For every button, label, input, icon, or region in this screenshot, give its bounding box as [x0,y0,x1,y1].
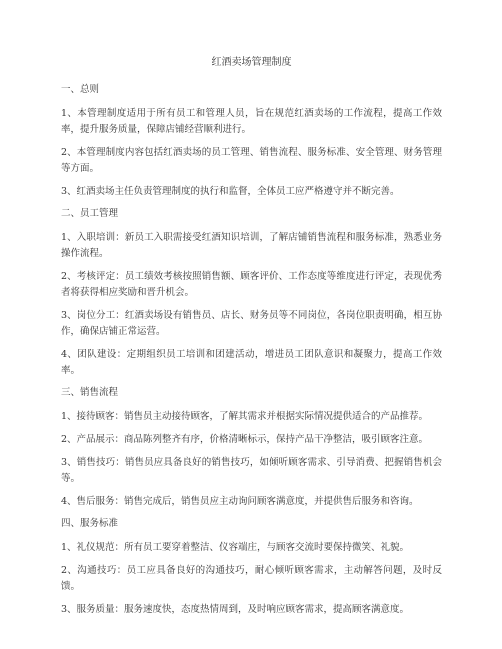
document-body [61,83,442,618]
section-paragraph: 1、本管理制度适用于所有员工和管理人员，旨在规范红酒卖场的工作流程，提高工作效率，提升服务质量，保障店铺经营顺利进行。 [61,108,442,135]
section-paragraph: 1、接待顾客：销售员主动接待顾客，了解其需求并根据实际情况提供适合的产品推荐。 [61,411,429,422]
section-paragraph: 2、本管理制度内容包括红酒卖场的员工管理、销售流程、服务标准、安全管理、财务管理等方面。 [61,147,442,174]
section-heading: 一、总则 [61,84,100,95]
document-section [61,517,442,618]
document-section [61,83,442,200]
section-paragraph: 3、红酒卖场主任负责管理制度的执行和监督，全体员工应严格遵守并不断完善。 [61,186,400,197]
document-section [61,386,442,510]
section-heading: 二、员工管理 [61,208,119,219]
section-paragraph: 1、入职培训：新员工入职需接受红酒知识培训，了解店铺销售流程和服务标准，熟悉业务操作流程。 [61,232,442,259]
section-paragraph: 2、产品展示：商品陈列整齐有序，价格清晰标示，保持产品干净整洁，吸引顾客注意。 [61,434,429,445]
section-paragraph: 2、沟通技巧：员工应具备良好的沟通技巧，耐心倾听顾客需求，主动解答问题，及时反馈。 [61,565,442,592]
section-paragraph: 1、礼仪规范：所有员工要穿着整洁、仪容端庄，与顾客交流时要保持微笑、礼貌。 [61,542,410,553]
section-paragraph: 3、岗位分工：红酒卖场设有销售员、店长、财务员等不同岗位，各岗位职责明确，相互协作，确保店铺正常运营。 [61,310,442,337]
section-heading: 三、销售流程 [61,387,119,398]
section-paragraph: 3、销售技巧：销售员应具备良好的销售技巧，如倾听顾客需求、引导消费、把握销售机会等。 [61,457,442,484]
section-paragraph: 2、考核评定：员工绩效考核按照销售额、顾客评价、工作态度等维度进行评定，表现优秀者将获得相应奖励和晋升机会。 [61,271,442,298]
section-paragraph: 4、团队建设：定期组织员工培训和团建活动，增进员工团队意识和凝聚力，提高工作效率。 [61,349,442,376]
document-section [61,207,442,379]
section-paragraph: 4、售后服务：销售完成后，销售员应主动询问顾客满意度，并提供售后服务和咨询。 [61,496,419,507]
section-heading: 四、服务标准 [61,518,119,529]
section-paragraph: 3、服务质量：服务速度快，态度热情周到，及时响应顾客需求，提高顾客满意度。 [61,604,410,615]
document-title: 红酒卖场管理制度 [211,57,292,68]
